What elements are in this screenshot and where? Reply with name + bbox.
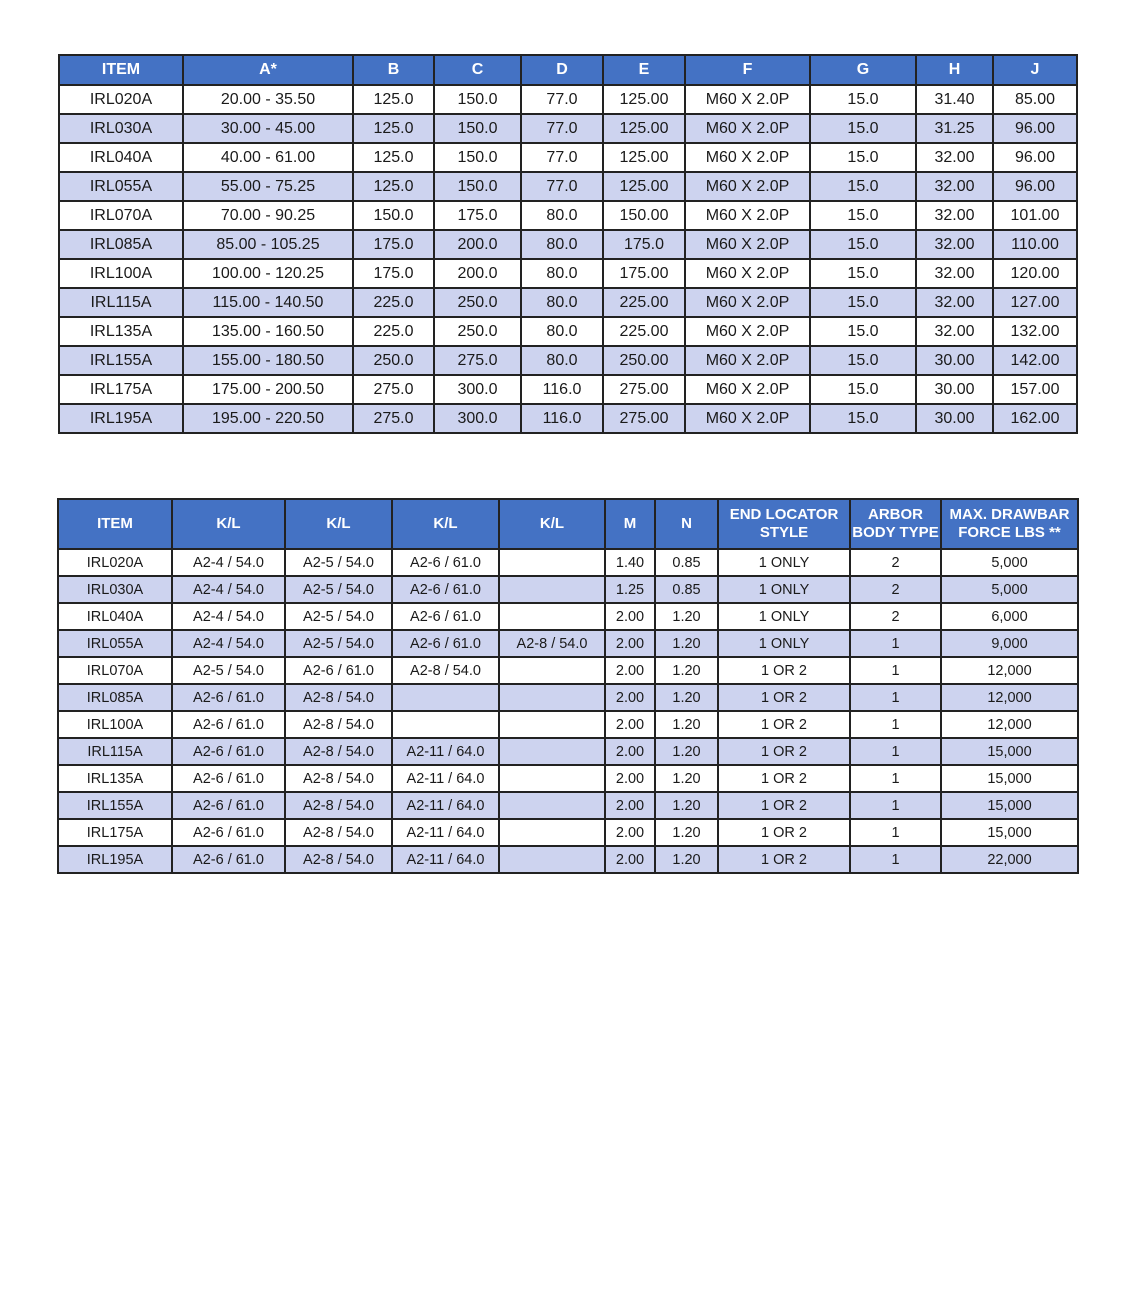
table-cell: 1 — [850, 630, 941, 657]
table-cell: A2-6 / 61.0 — [392, 549, 499, 576]
table-row — [58, 576, 1078, 603]
table-cell: 1 OR 2 — [718, 792, 850, 819]
column-header: F — [685, 55, 810, 85]
table-row — [59, 114, 1077, 143]
table-cell: M60 X 2.0P — [685, 230, 810, 259]
table-cell: A2-4 / 54.0 — [172, 603, 285, 630]
column-header: D — [521, 55, 603, 85]
table-cell — [499, 711, 605, 738]
table-cell: A2-6 / 61.0 — [392, 630, 499, 657]
table-cell: A2-5 / 54.0 — [172, 657, 285, 684]
table-cell: 1 ONLY — [718, 549, 850, 576]
table-cell: 15.0 — [810, 346, 916, 375]
table-cell: 101.00 — [993, 201, 1077, 230]
table-cell: 1.20 — [655, 846, 718, 873]
column-header: E — [603, 55, 685, 85]
table-cell: 15.0 — [810, 317, 916, 346]
table-cell: 32.00 — [916, 259, 993, 288]
table-cell: 77.0 — [521, 114, 603, 143]
table-cell: 85.00 - 105.25 — [183, 230, 353, 259]
table-cell: A2-6 / 61.0 — [392, 576, 499, 603]
table-row — [59, 288, 1077, 317]
table-cell: 1 — [850, 738, 941, 765]
item-cell: IRL020A — [58, 549, 172, 576]
table-cell: M60 X 2.0P — [685, 346, 810, 375]
table-cell: 32.00 — [916, 201, 993, 230]
table-cell: A2-11 / 64.0 — [392, 792, 499, 819]
item-cell: IRL175A — [58, 819, 172, 846]
table-row — [58, 765, 1078, 792]
table-row — [59, 404, 1077, 433]
table-cell: 175.00 — [603, 259, 685, 288]
table-row — [58, 792, 1078, 819]
table-cell: A2-8 / 54.0 — [285, 765, 392, 792]
table-cell: 55.00 - 75.25 — [183, 172, 353, 201]
table-cell — [499, 765, 605, 792]
table-cell: M60 X 2.0P — [685, 317, 810, 346]
table-cell: 96.00 — [993, 172, 1077, 201]
table-cell: 20.00 - 35.50 — [183, 85, 353, 114]
table-cell: A2-6 / 61.0 — [392, 603, 499, 630]
table-cell: 125.00 — [603, 143, 685, 172]
table-cell: 1.20 — [655, 792, 718, 819]
table-cell: 175.0 — [353, 259, 434, 288]
table-row — [58, 657, 1078, 684]
table-cell: 32.00 — [916, 143, 993, 172]
table-cell: 1.20 — [655, 711, 718, 738]
table-cell: 2.00 — [605, 657, 655, 684]
table-cell: 1 OR 2 — [718, 819, 850, 846]
table-cell: 30.00 — [916, 375, 993, 404]
table-row — [59, 143, 1077, 172]
column-header: B — [353, 55, 434, 85]
table-cell: 1 ONLY — [718, 630, 850, 657]
table-cell: A2-8 / 54.0 — [285, 738, 392, 765]
table-cell: 31.25 — [916, 114, 993, 143]
column-header: K/L — [172, 499, 285, 549]
item-cell: IRL040A — [59, 143, 183, 172]
table-cell: 1 — [850, 819, 941, 846]
table-cell: A2-8 / 54.0 — [392, 657, 499, 684]
specs-table-body — [58, 549, 1078, 873]
table-cell — [499, 792, 605, 819]
table-cell: 12,000 — [941, 711, 1078, 738]
column-header: A* — [183, 55, 353, 85]
item-cell: IRL115A — [58, 738, 172, 765]
table-cell: 77.0 — [521, 172, 603, 201]
item-cell: IRL055A — [58, 630, 172, 657]
table-row — [59, 201, 1077, 230]
table-cell: 31.40 — [916, 85, 993, 114]
table-cell — [499, 684, 605, 711]
table-cell: 250.00 — [603, 346, 685, 375]
table-cell: 275.0 — [353, 375, 434, 404]
table-cell: 9,000 — [941, 630, 1078, 657]
table-cell: 162.00 — [993, 404, 1077, 433]
table-cell: 120.00 — [993, 259, 1077, 288]
table-cell: 0.85 — [655, 549, 718, 576]
table-cell: A2-4 / 54.0 — [172, 630, 285, 657]
table-cell: A2-6 / 61.0 — [172, 765, 285, 792]
column-header: K/L — [285, 499, 392, 549]
table-cell: 1.20 — [655, 738, 718, 765]
table-cell: A2-6 / 61.0 — [172, 738, 285, 765]
column-header: H — [916, 55, 993, 85]
table-cell: 2.00 — [605, 630, 655, 657]
table-cell: 77.0 — [521, 143, 603, 172]
table-cell: 1 OR 2 — [718, 684, 850, 711]
table-cell: 2.00 — [605, 846, 655, 873]
item-cell: IRL100A — [59, 259, 183, 288]
table-cell: 80.0 — [521, 288, 603, 317]
table-cell: A2-6 / 61.0 — [172, 819, 285, 846]
column-header: K/L — [499, 499, 605, 549]
dimensions-header-row — [59, 55, 1077, 85]
table-cell: A2-4 / 54.0 — [172, 576, 285, 603]
table-cell: 125.0 — [353, 114, 434, 143]
table-cell: 6,000 — [941, 603, 1078, 630]
table-cell: 77.0 — [521, 85, 603, 114]
table-cell: 1.20 — [655, 819, 718, 846]
table-cell: 110.00 — [993, 230, 1077, 259]
table-row — [59, 172, 1077, 201]
table-cell: A2-8 / 54.0 — [285, 846, 392, 873]
table-cell: 125.0 — [353, 85, 434, 114]
table-cell: 80.0 — [521, 230, 603, 259]
table-cell: 135.00 - 160.50 — [183, 317, 353, 346]
item-cell: IRL115A — [59, 288, 183, 317]
item-cell: IRL135A — [59, 317, 183, 346]
table-cell: 2.00 — [605, 711, 655, 738]
table-cell: 2.00 — [605, 738, 655, 765]
dimensions-table — [58, 54, 1078, 434]
table-cell: 30.00 — [916, 346, 993, 375]
table-cell: 132.00 — [993, 317, 1077, 346]
table-cell: 2.00 — [605, 603, 655, 630]
table-cell: 1 — [850, 846, 941, 873]
table-cell: 125.0 — [353, 172, 434, 201]
table-cell: 175.00 - 200.50 — [183, 375, 353, 404]
table-cell: 1 ONLY — [718, 603, 850, 630]
table-cell: A2-11 / 64.0 — [392, 738, 499, 765]
table-cell: 15.0 — [810, 375, 916, 404]
table-cell: 150.0 — [434, 143, 521, 172]
table-cell: 80.0 — [521, 259, 603, 288]
table-cell: 5,000 — [941, 549, 1078, 576]
table-row — [59, 230, 1077, 259]
item-cell: IRL175A — [59, 375, 183, 404]
item-cell: IRL195A — [59, 404, 183, 433]
table-cell: 175.0 — [434, 201, 521, 230]
table-cell: 15.0 — [810, 404, 916, 433]
table-cell: 1 — [850, 684, 941, 711]
column-header: MAX. DRAWBAR FORCE LBS ** — [941, 499, 1078, 549]
table-cell: 1 — [850, 657, 941, 684]
table-cell: 1 OR 2 — [718, 711, 850, 738]
table-row — [59, 346, 1077, 375]
table-cell: 15,000 — [941, 738, 1078, 765]
column-header: K/L — [392, 499, 499, 549]
column-header: C — [434, 55, 521, 85]
table-cell: 15.0 — [810, 259, 916, 288]
table-cell: 12,000 — [941, 684, 1078, 711]
item-cell: IRL100A — [58, 711, 172, 738]
table-cell: 96.00 — [993, 114, 1077, 143]
column-header: G — [810, 55, 916, 85]
table-cell: 15.0 — [810, 143, 916, 172]
item-cell: IRL085A — [59, 230, 183, 259]
table-cell: 225.0 — [353, 288, 434, 317]
table-cell: 96.00 — [993, 143, 1077, 172]
table-row — [58, 603, 1078, 630]
table-cell — [499, 657, 605, 684]
table-cell: A2-6 / 61.0 — [172, 792, 285, 819]
table-cell: 0.85 — [655, 576, 718, 603]
table-cell: 250.0 — [434, 288, 521, 317]
table-cell: 1.25 — [605, 576, 655, 603]
item-cell: IRL155A — [59, 346, 183, 375]
table-row — [58, 846, 1078, 873]
item-cell: IRL030A — [58, 576, 172, 603]
table-cell: 12,000 — [941, 657, 1078, 684]
table-row — [59, 85, 1077, 114]
table-cell: M60 X 2.0P — [685, 259, 810, 288]
table-cell: 125.0 — [353, 143, 434, 172]
item-cell: IRL085A — [58, 684, 172, 711]
item-cell: IRL070A — [59, 201, 183, 230]
table-cell: 32.00 — [916, 317, 993, 346]
table-cell: 15.0 — [810, 114, 916, 143]
table-cell: 1.20 — [655, 684, 718, 711]
table-cell: 30.00 - 45.00 — [183, 114, 353, 143]
table-cell: M60 X 2.0P — [685, 114, 810, 143]
table-cell: 1 — [850, 765, 941, 792]
column-header: N — [655, 499, 718, 549]
table-cell: M60 X 2.0P — [685, 85, 810, 114]
table-cell: 80.0 — [521, 346, 603, 375]
table-cell: A2-6 / 61.0 — [172, 846, 285, 873]
table-cell: 200.0 — [434, 259, 521, 288]
table-cell: 2 — [850, 549, 941, 576]
table-cell: A2-8 / 54.0 — [285, 819, 392, 846]
table-cell: A2-5 / 54.0 — [285, 576, 392, 603]
table-cell: 1 ONLY — [718, 576, 850, 603]
table-cell: 225.00 — [603, 288, 685, 317]
table-cell: 70.00 - 90.25 — [183, 201, 353, 230]
table-row — [58, 819, 1078, 846]
table-cell: 15,000 — [941, 765, 1078, 792]
table-cell: 1 OR 2 — [718, 657, 850, 684]
table-cell — [499, 603, 605, 630]
table-cell: 15.0 — [810, 230, 916, 259]
table-cell: 250.0 — [434, 317, 521, 346]
column-header: END LOCATOR STYLE — [718, 499, 850, 549]
table-cell: 150.0 — [434, 114, 521, 143]
table-cell: 32.00 — [916, 172, 993, 201]
table-cell — [392, 684, 499, 711]
table-cell: 1.20 — [655, 765, 718, 792]
table-cell: 2 — [850, 576, 941, 603]
table-cell: 80.0 — [521, 317, 603, 346]
table-cell: M60 X 2.0P — [685, 375, 810, 404]
table-cell: 116.0 — [521, 375, 603, 404]
specs-table — [57, 498, 1079, 874]
table-cell — [499, 819, 605, 846]
table-cell: 155.00 - 180.50 — [183, 346, 353, 375]
table-cell: 275.0 — [353, 404, 434, 433]
table-cell: M60 X 2.0P — [685, 288, 810, 317]
table-cell: 80.0 — [521, 201, 603, 230]
item-cell: IRL195A — [58, 846, 172, 873]
table-cell: 1 — [850, 792, 941, 819]
table-cell: A2-6 / 61.0 — [172, 684, 285, 711]
table-cell: 200.0 — [434, 230, 521, 259]
specs-header-row — [58, 499, 1078, 549]
table-cell: M60 X 2.0P — [685, 143, 810, 172]
table-cell: 125.00 — [603, 85, 685, 114]
table-cell: A2-8 / 54.0 — [285, 711, 392, 738]
table-cell: 2.00 — [605, 819, 655, 846]
table-row — [59, 375, 1077, 404]
table-cell: 1.20 — [655, 630, 718, 657]
table-cell: 225.00 — [603, 317, 685, 346]
table-cell: A2-5 / 54.0 — [285, 603, 392, 630]
column-header: J — [993, 55, 1077, 85]
item-cell: IRL030A — [59, 114, 183, 143]
table-cell: 40.00 - 61.00 — [183, 143, 353, 172]
table-cell: 1 — [850, 711, 941, 738]
table-cell: 15.0 — [810, 201, 916, 230]
table-cell: M60 X 2.0P — [685, 404, 810, 433]
table-cell: 1.40 — [605, 549, 655, 576]
dimensions-table-body — [59, 85, 1077, 433]
table-cell: 32.00 — [916, 230, 993, 259]
table-row — [58, 684, 1078, 711]
item-cell: IRL135A — [58, 765, 172, 792]
table-cell: A2-8 / 54.0 — [285, 792, 392, 819]
table-cell — [499, 549, 605, 576]
table-cell — [499, 576, 605, 603]
table-row — [58, 738, 1078, 765]
table-cell: A2-4 / 54.0 — [172, 549, 285, 576]
table-cell: 15.0 — [810, 288, 916, 317]
table-cell: 150.00 — [603, 201, 685, 230]
table-cell: 175.0 — [603, 230, 685, 259]
item-cell: IRL020A — [59, 85, 183, 114]
table-cell: 15,000 — [941, 819, 1078, 846]
table-cell: A2-11 / 64.0 — [392, 846, 499, 873]
table-cell: 142.00 — [993, 346, 1077, 375]
table-cell: 1 OR 2 — [718, 738, 850, 765]
table-cell: M60 X 2.0P — [685, 172, 810, 201]
table-cell: 115.00 - 140.50 — [183, 288, 353, 317]
table-cell: 1.20 — [655, 603, 718, 630]
table-cell: 2.00 — [605, 684, 655, 711]
table-cell: 15.0 — [810, 172, 916, 201]
item-cell: IRL040A — [58, 603, 172, 630]
item-cell: IRL155A — [58, 792, 172, 819]
column-header: M — [605, 499, 655, 549]
column-header: ITEM — [59, 55, 183, 85]
table-cell: 116.0 — [521, 404, 603, 433]
table-cell: A2-11 / 64.0 — [392, 819, 499, 846]
table-cell: 275.00 — [603, 404, 685, 433]
table-cell: A2-6 / 61.0 — [285, 657, 392, 684]
table-cell: 157.00 — [993, 375, 1077, 404]
table-cell: 150.0 — [434, 172, 521, 201]
table-cell: 1 OR 2 — [718, 846, 850, 873]
item-cell: IRL055A — [59, 172, 183, 201]
table-row — [58, 630, 1078, 657]
table-cell: 1.20 — [655, 657, 718, 684]
table-cell: 300.0 — [434, 375, 521, 404]
item-cell: IRL070A — [58, 657, 172, 684]
table-cell: 85.00 — [993, 85, 1077, 114]
table-cell: 30.00 — [916, 404, 993, 433]
table-row — [58, 549, 1078, 576]
table-cell: 1 OR 2 — [718, 765, 850, 792]
table-cell: 175.0 — [353, 230, 434, 259]
table-cell: 5,000 — [941, 576, 1078, 603]
table-cell: A2-11 / 64.0 — [392, 765, 499, 792]
table-cell: 275.00 — [603, 375, 685, 404]
table-cell: A2-5 / 54.0 — [285, 630, 392, 657]
table-cell: 32.00 — [916, 288, 993, 317]
table-cell: 15.0 — [810, 85, 916, 114]
column-header: ARBOR BODY TYPE — [850, 499, 941, 549]
table-cell — [392, 711, 499, 738]
table-row — [58, 711, 1078, 738]
table-cell: A2-6 / 61.0 — [172, 711, 285, 738]
table-cell: 2.00 — [605, 765, 655, 792]
table-cell: 2 — [850, 603, 941, 630]
table-cell: 225.0 — [353, 317, 434, 346]
table-cell: 150.0 — [434, 85, 521, 114]
table-cell: 275.0 — [434, 346, 521, 375]
table-cell — [499, 738, 605, 765]
table-cell: A2-8 / 54.0 — [499, 630, 605, 657]
table-cell: 2.00 — [605, 792, 655, 819]
table-cell: 125.00 — [603, 172, 685, 201]
column-header: ITEM — [58, 499, 172, 549]
table-cell: 150.0 — [353, 201, 434, 230]
table-cell: A2-5 / 54.0 — [285, 549, 392, 576]
table-cell: 250.0 — [353, 346, 434, 375]
table-cell: M60 X 2.0P — [685, 201, 810, 230]
table-row — [59, 259, 1077, 288]
table-row — [59, 317, 1077, 346]
table-cell: 22,000 — [941, 846, 1078, 873]
table-cell: 127.00 — [993, 288, 1077, 317]
table-cell — [499, 846, 605, 873]
table-cell: 100.00 - 120.25 — [183, 259, 353, 288]
table-cell: A2-8 / 54.0 — [285, 684, 392, 711]
table-cell: 300.0 — [434, 404, 521, 433]
table-cell: 15,000 — [941, 792, 1078, 819]
table-cell: 125.00 — [603, 114, 685, 143]
table-cell: 195.00 - 220.50 — [183, 404, 353, 433]
